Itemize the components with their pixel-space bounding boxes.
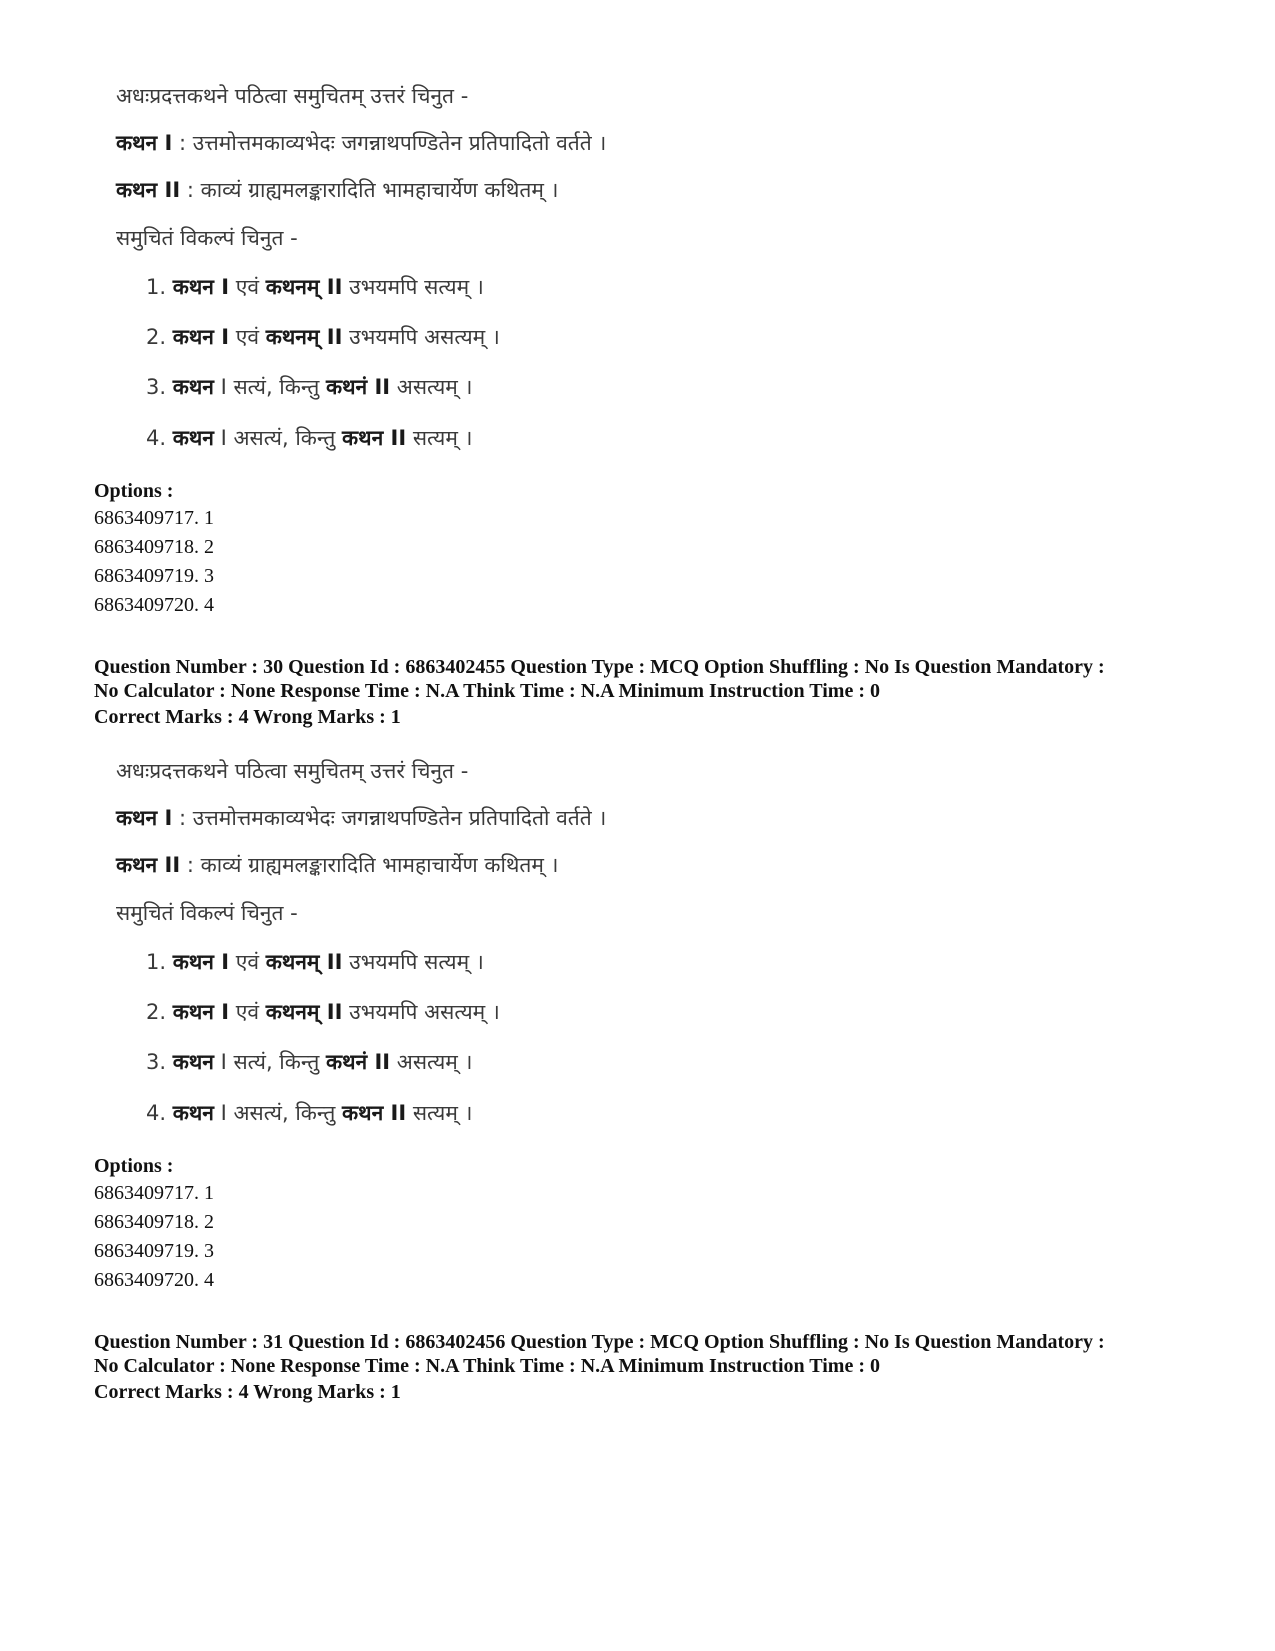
options-label: Options : xyxy=(94,480,174,502)
choice-label-b: कथनं II xyxy=(325,1050,391,1074)
choice-4 xyxy=(146,1099,1275,1127)
choice-end: असत्यम् । xyxy=(390,375,473,399)
choice-label-a: कथन I xyxy=(172,325,230,349)
choice-number: 2. xyxy=(146,1000,167,1024)
statement-2 xyxy=(116,851,1275,879)
statement-2 xyxy=(116,176,1275,204)
choice-mid: I असत्यं, किन्तु xyxy=(213,1101,343,1125)
choice-number: 4. xyxy=(146,1101,167,1125)
option-item: 6863409719. 3 xyxy=(94,1240,214,1262)
option-item: 6863409717. 1 xyxy=(94,1182,214,1204)
options-label: Options : xyxy=(94,1155,174,1177)
statement-2-text: : काव्यं ग्राह्यमलङ्कारादिति भामहाचार्येण कथितम् । xyxy=(180,178,559,202)
choice-end: उभयमपि सत्यम् । xyxy=(342,950,484,974)
choice-2 xyxy=(146,998,1275,1026)
choice-label-a: कथन I xyxy=(172,275,230,299)
choice-label-b: कथनं II xyxy=(325,375,391,399)
choice-label-b: कथनम् II xyxy=(265,950,343,974)
choice-label-a: कथन xyxy=(172,1101,214,1125)
options-list xyxy=(94,504,214,620)
instruction-text: अधःप्रदत्तकथने पठित्वा समुचितम् उत्तरं चिनुत - xyxy=(116,759,469,783)
question-header-31 xyxy=(94,1330,1214,1378)
question-marks-31: Correct Marks : 4 Wrong Marks : 1 xyxy=(94,1381,401,1403)
question-header-30 xyxy=(94,655,1214,703)
choice-3 xyxy=(146,1048,1275,1076)
choice-end: सत्यम् । xyxy=(406,1101,473,1125)
statement-2-text: : काव्यं ग्राह्यमलङ्कारादिति भामहाचार्येण कथितम् । xyxy=(180,853,559,877)
choice-end: उभयमपि असत्यम् । xyxy=(342,325,500,349)
choice-end: सत्यम् । xyxy=(406,426,473,450)
choice-end: उभयमपि असत्यम् । xyxy=(342,1000,500,1024)
choose-text: समुचितं विकल्पं चिनुत - xyxy=(116,901,298,925)
option-item: 6863409720. 4 xyxy=(94,594,214,616)
statement-1 xyxy=(116,804,1275,832)
choice-4 xyxy=(146,424,1275,452)
choice-number: 4. xyxy=(146,426,167,450)
question-meta-line-1: Question Number : 31 Question Id : 6863402456 Question Type : MCQ Option Shuffling : No Is Question Mandatory : xyxy=(94,1331,1105,1353)
choice-end: असत्यम् । xyxy=(390,1050,473,1074)
statement-1 xyxy=(116,129,1275,157)
choice-label-a: कथन xyxy=(172,426,214,450)
statement-1-text: : उत्तमोत्तमकाव्यभेदः जगन्नाथपण्डितेन प्रतिपादितो वर्तते । xyxy=(172,131,607,155)
statement-2-label: कथन II xyxy=(116,178,181,202)
instruction-text: अधःप्रदत्तकथने पठित्वा समुचितम् उत्तरं चिनुत - xyxy=(116,84,469,108)
choice-number: 3. xyxy=(146,1050,167,1074)
choice-1 xyxy=(146,948,1275,976)
question-meta-line-2: No Calculator : None Response Time : N.A Think Time : N.A Minimum Instruction Time : 0 xyxy=(94,1355,880,1377)
choice-1 xyxy=(146,273,1275,301)
choice-mid: I असत्यं, किन्तु xyxy=(213,426,343,450)
choice-label-b: कथन II xyxy=(342,426,407,450)
options-list xyxy=(94,1179,214,1295)
option-item: 6863409720. 4 xyxy=(94,1269,214,1291)
choose-text: समुचितं विकल्पं चिनुत - xyxy=(116,226,298,250)
question-meta-line-2: No Calculator : None Response Time : N.A Think Time : N.A Minimum Instruction Time : 0 xyxy=(94,680,880,702)
question-meta-line-1: Question Number : 30 Question Id : 6863402455 Question Type : MCQ Option Shuffling : No Is Question Mandatory : xyxy=(94,656,1105,678)
choice-label-b: कथन II xyxy=(342,1101,407,1125)
choice-label-a: कथन xyxy=(172,375,214,399)
choice-label-b: कथनम् II xyxy=(265,1000,343,1024)
choice-3 xyxy=(146,373,1275,401)
choice-2 xyxy=(146,323,1275,351)
question-marks-30: Correct Marks : 4 Wrong Marks : 1 xyxy=(94,706,401,728)
choice-number: 1. xyxy=(146,275,167,299)
choice-number: 3. xyxy=(146,375,167,399)
choice-label-a: कथन I xyxy=(172,1000,230,1024)
option-item: 6863409718. 2 xyxy=(94,536,214,558)
choice-label-a: कथन xyxy=(172,1050,214,1074)
choice-mid: एवं xyxy=(229,1000,266,1024)
option-item: 6863409719. 3 xyxy=(94,565,214,587)
choice-mid: I सत्यं, किन्तु xyxy=(213,1050,326,1074)
choice-number: 1. xyxy=(146,950,167,974)
choice-label-b: कथनम् II xyxy=(265,325,343,349)
statement-2-label: कथन II xyxy=(116,853,181,877)
choice-mid: एवं xyxy=(229,275,266,299)
choice-mid: I सत्यं, किन्तु xyxy=(213,375,326,399)
statement-1-label: कथन I xyxy=(116,806,173,830)
choice-number: 2. xyxy=(146,325,167,349)
option-item: 6863409717. 1 xyxy=(94,507,214,529)
statement-1-label: कथन I xyxy=(116,131,173,155)
choice-mid: एवं xyxy=(229,950,266,974)
choice-end: उभयमपि सत्यम् । xyxy=(342,275,484,299)
statement-1-text: : उत्तमोत्तमकाव्यभेदः जगन्नाथपण्डितेन प्रतिपादितो वर्तते । xyxy=(172,806,607,830)
choice-label-a: कथन I xyxy=(172,950,230,974)
choice-label-b: कथनम् II xyxy=(265,275,343,299)
option-item: 6863409718. 2 xyxy=(94,1211,214,1233)
choice-mid: एवं xyxy=(229,325,266,349)
